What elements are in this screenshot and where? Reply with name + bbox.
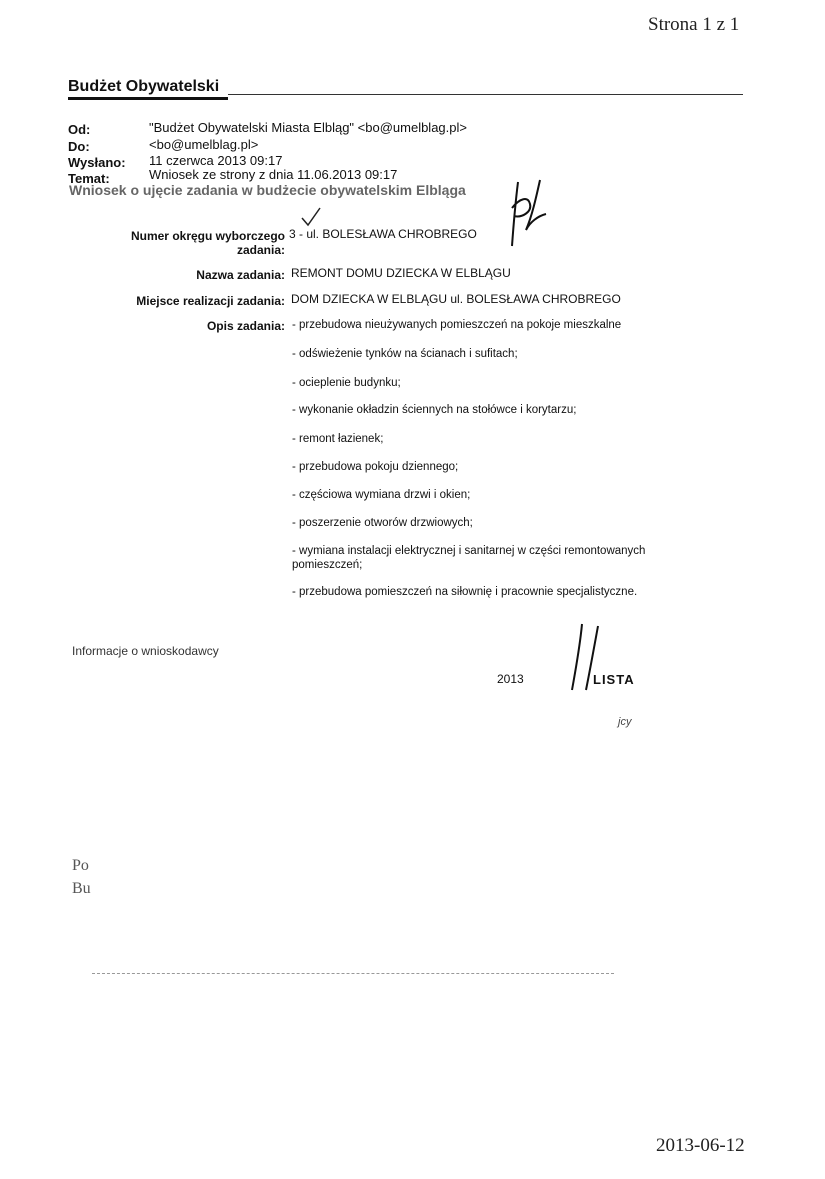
to-label: Do: <box>68 139 90 154</box>
district-label-line2: zadania: <box>236 243 285 257</box>
form-heading: Wniosek o ujęcie zadania w budżecie obywatelskim Elbląga <box>69 182 466 198</box>
description-label: Opis zadania: <box>206 319 285 333</box>
task-name-label: Nazwa zadania: <box>196 268 285 282</box>
task-name-value: REMONT DOMU DZIECKA W ELBLĄGU <box>291 266 511 280</box>
document-title: Budżet Obywatelski <box>68 78 220 95</box>
description-item: - wykonanie okładzin ściennych na stołówce i korytarzu; <box>292 404 577 416</box>
header-divider <box>228 94 743 95</box>
date-stamp: 2013-06-12 <box>656 1135 745 1156</box>
subject-value: Wniosek ze strony z dnia 11.06.2013 09:17 <box>149 167 398 182</box>
page-number-label: Strona 1 z 1 <box>648 14 740 35</box>
text-fragment: Po <box>72 857 89 874</box>
description-item: - przebudowa nieużywanych pomieszczeń na pokoje mieszkalne <box>292 319 622 331</box>
description-item: - przebudowa pomieszczeń na siłownię i pracownie specjalistyczne. <box>292 586 638 598</box>
bottom-divider <box>92 973 614 974</box>
applicant-heading: Informacje o wnioskodawcy <box>72 644 219 658</box>
description-item: - wymiana instalacji elektrycznej i sanitarnej w części remontowanych pomieszczeń; <box>292 545 646 571</box>
sent-label: Wysłano: <box>68 155 126 170</box>
checkmark-icon <box>300 206 322 228</box>
to-value: <bo@umelblag.pl> <box>149 137 259 152</box>
handwritten-signature-icon <box>500 178 550 250</box>
text-fragment: Bu <box>72 880 91 897</box>
description-item: - poszerzenie otworów drzwiowych; <box>292 517 473 529</box>
district-value: 3 - ul. BOLESŁAWA CHROBREGO <box>289 227 477 241</box>
stamp-small-fragment: jcy <box>618 716 632 728</box>
subject-label: Temat: <box>68 171 110 186</box>
from-value: "Budżet Obywatelski Miasta Elbląg" <bo@umelblag.pl> <box>149 120 467 135</box>
description-item: - ocieplenie budynku; <box>292 377 401 389</box>
sent-value: 11 czerwca 2013 09:17 <box>149 153 283 168</box>
stamp-date-fragment: 2013 <box>497 672 524 686</box>
stamp-word-fragment: LISTA <box>593 672 635 687</box>
description-item: - odświeżenie tynków na ścianach i sufitach; <box>292 348 518 360</box>
title-underline <box>68 97 228 100</box>
location-label: Miejsce realizacji zadania: <box>136 294 285 308</box>
description-item: - częściowa wymiana drzwi i okien; <box>292 489 471 501</box>
description-item: - remont łazienek; <box>292 433 384 445</box>
from-label: Od: <box>68 122 91 137</box>
description-item: - przebudowa pokoju dziennego; <box>292 461 459 473</box>
location-value: DOM DZIECKA W ELBLĄGU ul. BOLESŁAWA CHROBREGO <box>291 292 621 306</box>
district-label-line1: Numer okręgu wyborczego <box>130 229 285 243</box>
